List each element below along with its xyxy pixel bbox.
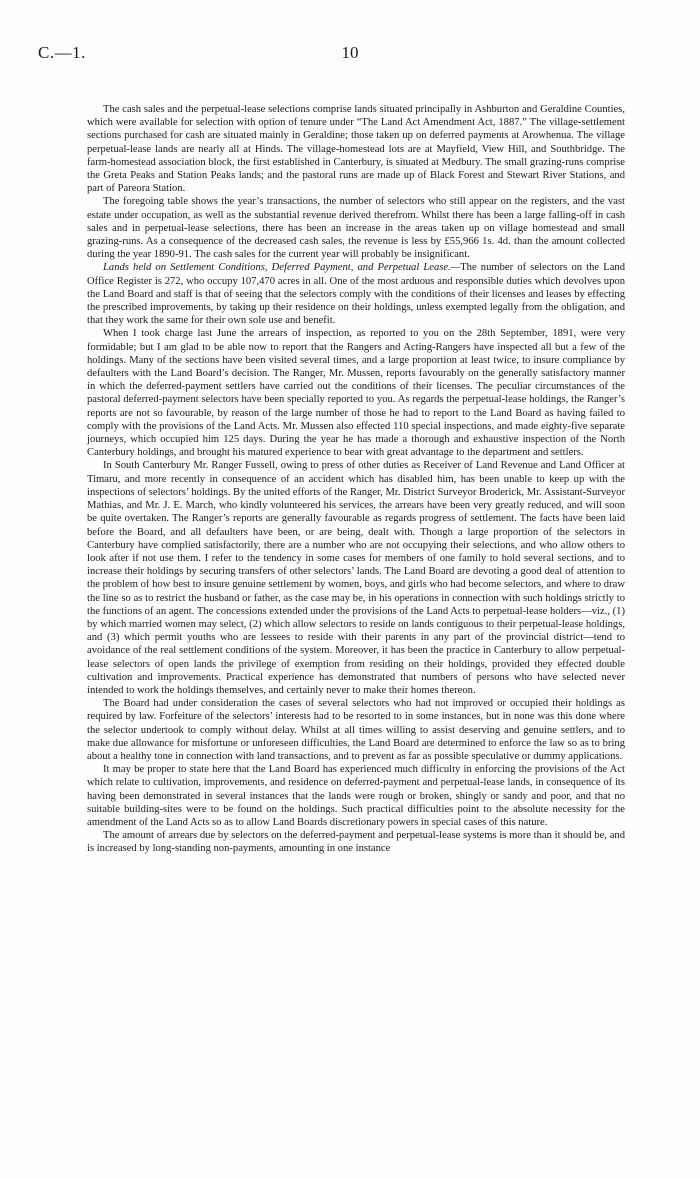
paragraph: The cash sales and the perpetual-lease selections comprise lands situated principally in Ashburton and Geraldine Counties, which were available for selection with option of tenure under “The Land Act Amendment Act, 1887.” The village-settlement sections purchased for cash are situated mainly in Geraldine; those taken up on deferred payments at Arowhenua. The village perpetual-lease lands are nearly all at Hinds. The village-homestead lots are at Mayfield, View Hill, and Southbridge. The farm-homestead association block, the first established in Canterbury, is situated at Medbury. The small grazing-runs comprise the Greta Peaks and Station Peaks lands; and the pastoral runs are made up of Black Forest and Stewart River Stations, and part of Pareora Station. (87, 104, 625, 195)
page-header (38, 43, 662, 67)
page-number: 10 (341, 43, 359, 62)
document-reference: C.—1. (38, 43, 86, 62)
paragraph: The amount of arrears due by selectors on the deferred-payment and perpetual-lease systems is more than it should be, and is increased by long-standing non-payments, amounting in one instance (87, 830, 625, 855)
paragraph: The foregoing table shows the year’s transactions, the number of selectors who still appear on the registers, and the vast estate under occupation, as well as the substantial revenue derived therefrom. Whilst there has been a large falling-off in cash sales and in perpetual-lease selections, there has been an increase in the areas taken up on village homestead and small grazing-runs. As a consequence of the decreased cash sales, the revenue is less by £55,966 1s. 4d. than the amount collected during the year 1890-91. The cash sales for the current year will probably be insignificant. (87, 196, 625, 261)
paragraph: It may be proper to state here that the Land Board has experienced much difficulty in enforcing the provisions of the Act which relate to cultivation, improvements, and residence on deferred-payment and perpetual-lease lands, in consequence of its having been demonstrated in several instances that the lands were rough or broken, shingly or sandy and poor, and that no suitable building-sites were to be found on the holdings. Such practical difficulties point to the absolute necessity for the amendment of the Land Acts so as to allow Land Boards discretionary powers in special cases of this nature. (87, 764, 625, 828)
italic-section-heading: Lands held on Settlement Conditions, Deferred Payment, and Perpetual Lease.— (103, 262, 461, 274)
paragraph-text: The number of selectors on the Land Office Register is 272, who occupy 107,470 acres in all. One of the most arduous and responsible duties which devolves upon the Land Board and staff is that of seeing that the selectors comply with the conditions of their licenses and leases by effecting the prescribed improvements, by taking up their residence on their holdings, unless exempted legally from the obligation, and that they work the same for their own sole use and benefit. (87, 262, 626, 327)
paragraph: The Board had under consideration the cases of several selectors who had not improved or occupied their holdings as required by law. Forfeiture of the selectors’ interests had to be resorted to in some instances, but in none was this done where the selector undertook to comply without delay. Whilst at all times willing to assist deserving and genuine settlers, and to make due allowance for misfortune or unforeseen difficulties, the Land Board are determined to enforce the law so as to bring about a healthy tone in connection with land transactions, and to prevent as far as possible speculative or dummy applications. (87, 698, 625, 762)
paragraph: When I took charge last June the arrears of inspection, as reported to you on the 28th September, 1891, were very formidable; but I am glad to be able now to report that the Rangers and Acting-Rangers have inspected all but a few of the holdings. Many of the sections have been visited several times, and a large proportion at least twice, to insure compliance by defaulters with the Land Board’s decision. The Ranger, Mr. Mussen, reports favourably on the generally satisfactory manner in which the deferred-payment settlers have carried out the conditions of their licenses. The peculiar circumstances of the pastoral deferred-payment selectors have been specially reported to you. As regards the perpetual-lease holdings, the Ranger’s reports are not so favourable, by reason of the large number of those he had to report to the Land Board as having failed to comply with the provisions of the Land Acts. Mr. Mussen also effected 110 special inspections, and made eighty-five separate journeys, which occupied him 125 days. During the year he has made a thorough and exhaustive inspection of the North Canterbury holdings, and brought his matured experience to bear with great advantage to the department and settlers. (87, 328, 625, 459)
paragraph: In South Canterbury Mr. Ranger Fussell, owing to press of other duties as Receiver of Land Revenue and Land Officer at Timaru, and more recently in consequence of an accident which has disabled him, has been unable to keep up with the inspections of selectors’ holdings. By the united efforts of the Ranger, Mr. District Surveyor Broderick, Mr. Assistant-Surveyor Mathias, and Mr. J. E. March, who kindly volunteered his services, the arrears have been very greatly reduced, and will soon be quite overtaken. The Ranger’s reports are generally favourable as regards progress of settlement. The facts have been laid before the Board, and all defaulters have been, or are being, dealt with. Though a large proportion of the selectors in Canterbury have complied satisfactorily, there are a number who are not occupying their selections, and who allow others to look after if not use them. I refer to the tendency in some cases for members of one family to hold several sections, and to increase their holdings by securing transfers of other selectors’ lands. The Land Board are devoting a good deal of attention to the problem of how best to insure genuine settlement by women, boys, and girls who had become selectors, and where to draw the line so as to restrict the husband or father, as the case may be, in his operations in connection with such holdings strictly to the functions of an agent. The concessions extended under the provisions of the Land Acts to perpetual-lease holders—viz., (1) by which married women may select, (2) which allow selectors to reside on lands contiguous to their perpetual-lease holdings, and (3) which permit youths who are lessees to reside with their parents in any part of the provincial district—tend to avoidance of the real settlement conditions of the system. Moreover, it has been the practice in Canterbury to allow perpetual-lease selectors of open lands the privilege of exemption from residing on their holdings, provided they effected double cultivation and improvements. Practical experience has demonstrated that numbers of persons who have selected never intended to work the holdings themselves, and certainly never to make their homes thereon. (87, 460, 625, 696)
body-text (87, 103, 625, 856)
paragraph-settlement-conditions (87, 261, 625, 327)
